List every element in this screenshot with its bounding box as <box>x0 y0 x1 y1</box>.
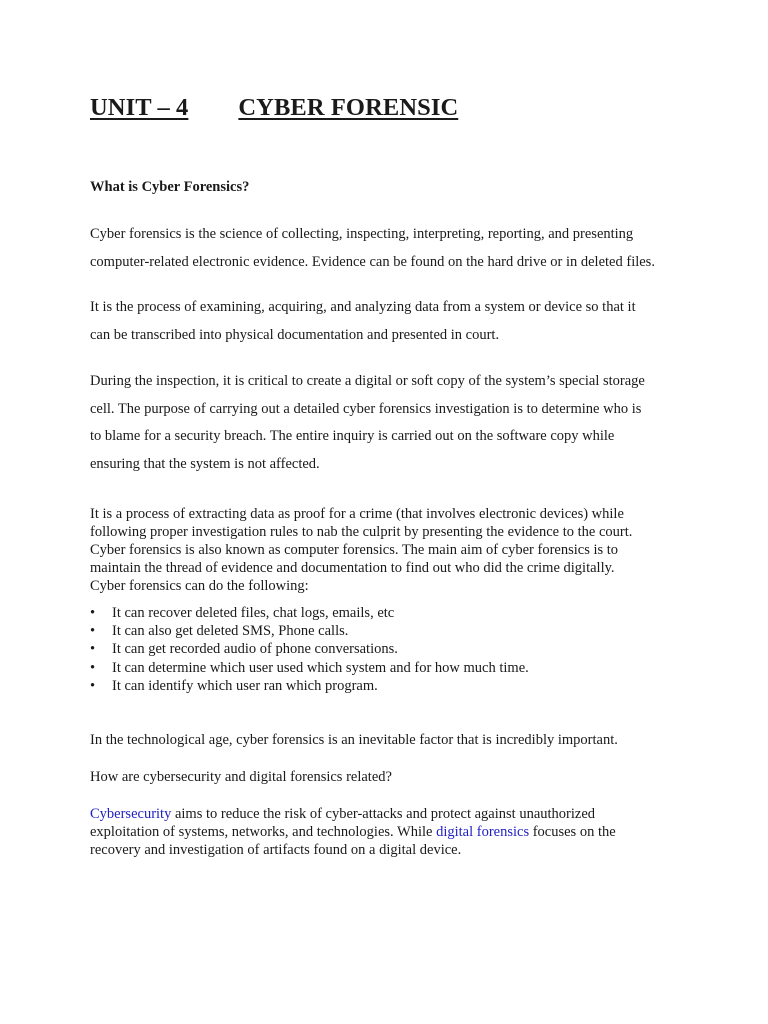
list-item: • It can identify which user ran which program. <box>90 677 378 694</box>
list-item: • It can also get deleted SMS, Phone calls. <box>90 623 349 640</box>
bullet-icon: • <box>90 659 96 676</box>
title-unit: UNIT – 4 <box>90 94 189 121</box>
bullet-icon: • <box>90 623 96 640</box>
title-topic: CYBER FORENSIC <box>238 94 459 121</box>
paragraph-importance: In the technological age, cyber forensics is an inevitable factor that is incredibly important. <box>90 732 618 748</box>
paragraph-definition: Cyber forensics is the science of collecting, inspecting, interpreting, reporting, and presenting computer-related electronic evidence. Evidence can be found on the hard drive or in deleted files. <box>90 226 655 270</box>
cybersecurity-link[interactable]: Cybersecurity <box>90 806 172 822</box>
capabilities-list <box>90 604 680 695</box>
list-item: • It can recover deleted files, chat logs, emails, etc <box>90 605 395 621</box>
paragraph-relation: Cybersecurity aims to reduce the risk of cyber-attacks and protect against unauthorized exploitation of systems, networks, and technologies. While digital forensics focuses on the recovery and investigation of artifacts found on a digital device. <box>90 806 616 858</box>
bullet-icon: • <box>90 641 96 658</box>
page-title <box>90 94 680 122</box>
paragraph-question: How are cybersecurity and digital forensics related? <box>90 769 392 785</box>
list-item: • It can get recorded audio of phone conversations. <box>90 641 398 658</box>
section-heading: What is Cyber Forensics? <box>90 179 250 195</box>
digital-forensics-link[interactable]: digital forensics <box>436 824 530 840</box>
paragraph-extraction: It is a process of extracting data as proof for a crime (that involves electronic devices) while following proper investigation rules to nab the culprit by presenting the evidence to the court. Cyber forensics is also known as computer forensics. The main aim of cyber forensics is to maintain the thread of evidence and documentation to find out who did the crime digitally. Cyber forensics can do the following: <box>90 506 633 594</box>
list-item: • It can determine which user used which system and for how much time. <box>90 659 529 676</box>
paragraph-inspection: During the inspection, it is critical to create a digital or soft copy of the system’s special storage cell. The purpose of carrying out a detailed cyber forensics investigation is to determine who is to blame for a security breach. The entire inquiry is carried out on the software copy while ensuring that the system is not affected. <box>90 373 645 472</box>
paragraph-process: It is the process of examining, acquiring, and analyzing data from a system or device so that it can be transcribed into physical documentation and presented in court. <box>90 299 636 343</box>
bullet-icon: • <box>90 605 96 621</box>
bullet-icon: • <box>90 677 96 694</box>
